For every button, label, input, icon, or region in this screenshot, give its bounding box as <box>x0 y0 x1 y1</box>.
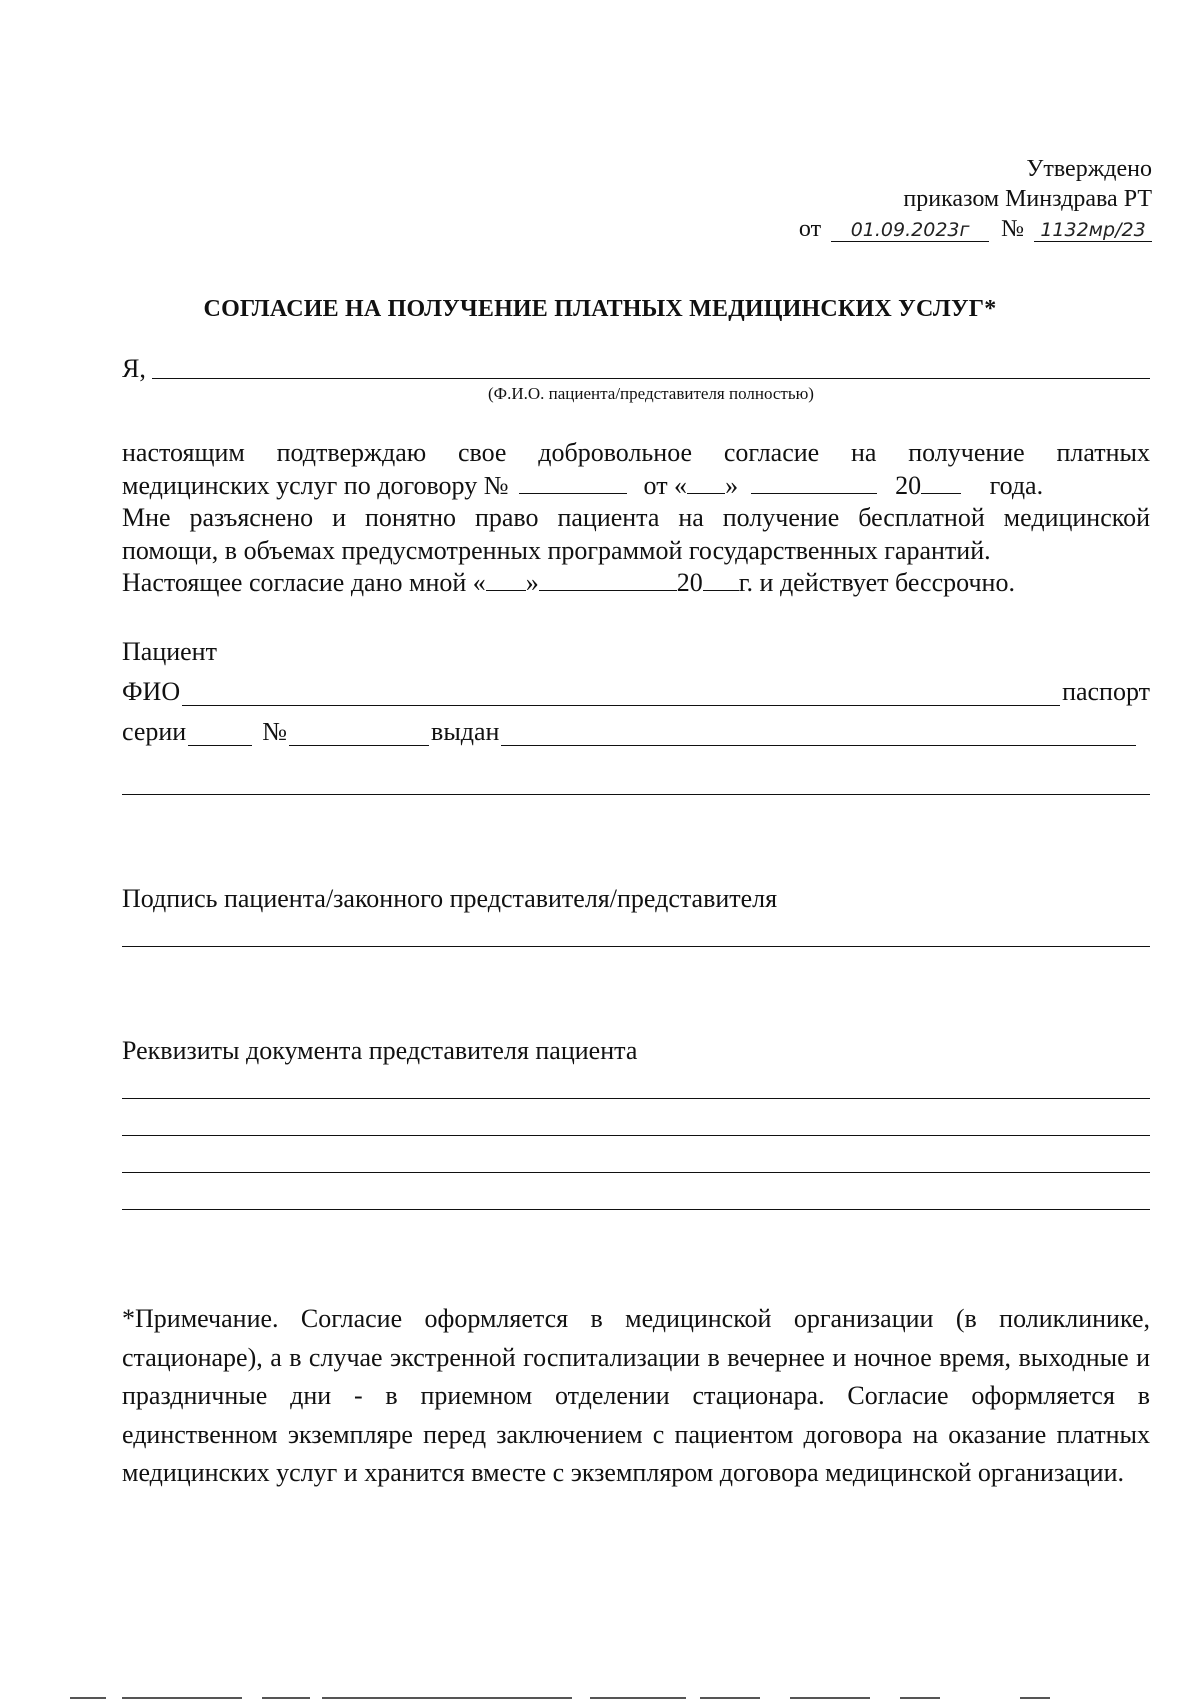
contract-number-field[interactable] <box>519 471 627 494</box>
passport-number-label: № <box>262 717 288 746</box>
contract-number-label: медицинских услуг по договору № <box>122 470 509 500</box>
patient-fio-label: ФИО <box>122 677 181 706</box>
document-title: СОГЛАСИЕ НА ПОЛУЧЕНИЕ ПЛАТНЫХ МЕДИЦИНСКИХ УСЛУГ* <box>203 296 997 322</box>
passport-series-field[interactable] <box>188 719 252 746</box>
body-line-1: настоящим подтверждаю свое добровольное согласие на получение платных <box>122 438 1150 467</box>
contract-day-field[interactable] <box>687 471 725 494</box>
approval-number-handwritten: 1132мр/23 <box>1034 219 1152 242</box>
passport-number-field[interactable] <box>289 719 429 746</box>
consent-body <box>122 437 1150 600</box>
contract-year-suffix: года. <box>989 470 1044 500</box>
approval-date-prefix: от <box>798 216 822 242</box>
contract-month-field[interactable] <box>751 471 877 494</box>
footnote: *Примечание. Согласие оформляется в медицинской организации (в поликлинике, стационаре), а в случае экстренной госпитализации в вечернее и ночное время, выходные и праздничные дни - в приемном отделении стационара. Согласие оформляется в единственном экземпляре перед заключением с пациентом договора на оказание платных медицинских услуг и хранится вместе с экземпляром договора медицинской организации. <box>122 1304 1150 1487</box>
body-line-5 <box>122 567 1150 600</box>
fullname-caption: (Ф.И.О. пациента/представителя полностью) <box>488 384 814 403</box>
consent-date-label: Настоящее согласие дано мной « <box>122 568 486 597</box>
contract-year-prefix: 20 <box>895 470 922 500</box>
consent-month-field[interactable] <box>539 568 677 591</box>
approval-stamp-block <box>799 154 1152 244</box>
approval-date-handwritten: 01.09.2023г <box>831 219 989 242</box>
consent-day-field[interactable] <box>486 568 526 591</box>
contract-date-close: » <box>725 470 739 500</box>
requisites-line-3[interactable] <box>122 1172 1150 1173</box>
consent-year-field[interactable] <box>703 568 739 591</box>
requisites-line-1[interactable] <box>122 1098 1150 1099</box>
approval-date-number-line <box>799 214 1152 244</box>
signature-label: Подпись пациента/законного представителя/представителя <box>122 884 778 913</box>
consent-year-prefix: 20 <box>676 568 703 597</box>
signature-line[interactable] <box>122 946 1150 947</box>
requisites-label: Реквизиты документа представителя пациента <box>122 1036 638 1065</box>
patient-fio-field[interactable] <box>182 679 1060 706</box>
approval-order: приказом Минздрава РТ <box>903 186 1152 212</box>
patient-fio-row <box>122 672 1150 712</box>
consent-date-suffix: г. и действует бессрочно. <box>738 568 1015 597</box>
passport-issued-field[interactable] <box>501 719 1136 746</box>
requisites-line-2[interactable] <box>122 1135 1150 1136</box>
approval-number-prefix: № <box>1001 216 1024 242</box>
intro-ya: Я, <box>122 354 146 383</box>
consent-date-close: » <box>525 568 539 597</box>
requisites-line-4[interactable] <box>122 1209 1150 1210</box>
passport-series-label: серии <box>122 717 187 746</box>
body-line-2 <box>122 470 1150 503</box>
patient-heading: Пациент <box>122 637 217 666</box>
scan-edge-artifact <box>0 1697 1200 1700</box>
patient-fullname-field[interactable] <box>152 378 1150 379</box>
contract-year-field[interactable] <box>921 471 961 494</box>
body-line-3: Мне разъяснено и понятно право пациента на получение бесплатной медицинской <box>122 503 1150 532</box>
approval-label: Утверждено <box>1026 156 1152 182</box>
contract-date-open: от « <box>643 470 688 500</box>
patient-passport-row <box>122 712 1150 752</box>
passport-issued-continuation-line[interactable] <box>122 794 1150 795</box>
patient-block <box>122 632 1150 752</box>
body-line-4: помощи, в объемах предусмотренных программой государственных гарантий. <box>122 535 991 565</box>
patient-passport-label: паспорт <box>1062 677 1150 706</box>
passport-issued-label: выдан <box>431 717 500 746</box>
